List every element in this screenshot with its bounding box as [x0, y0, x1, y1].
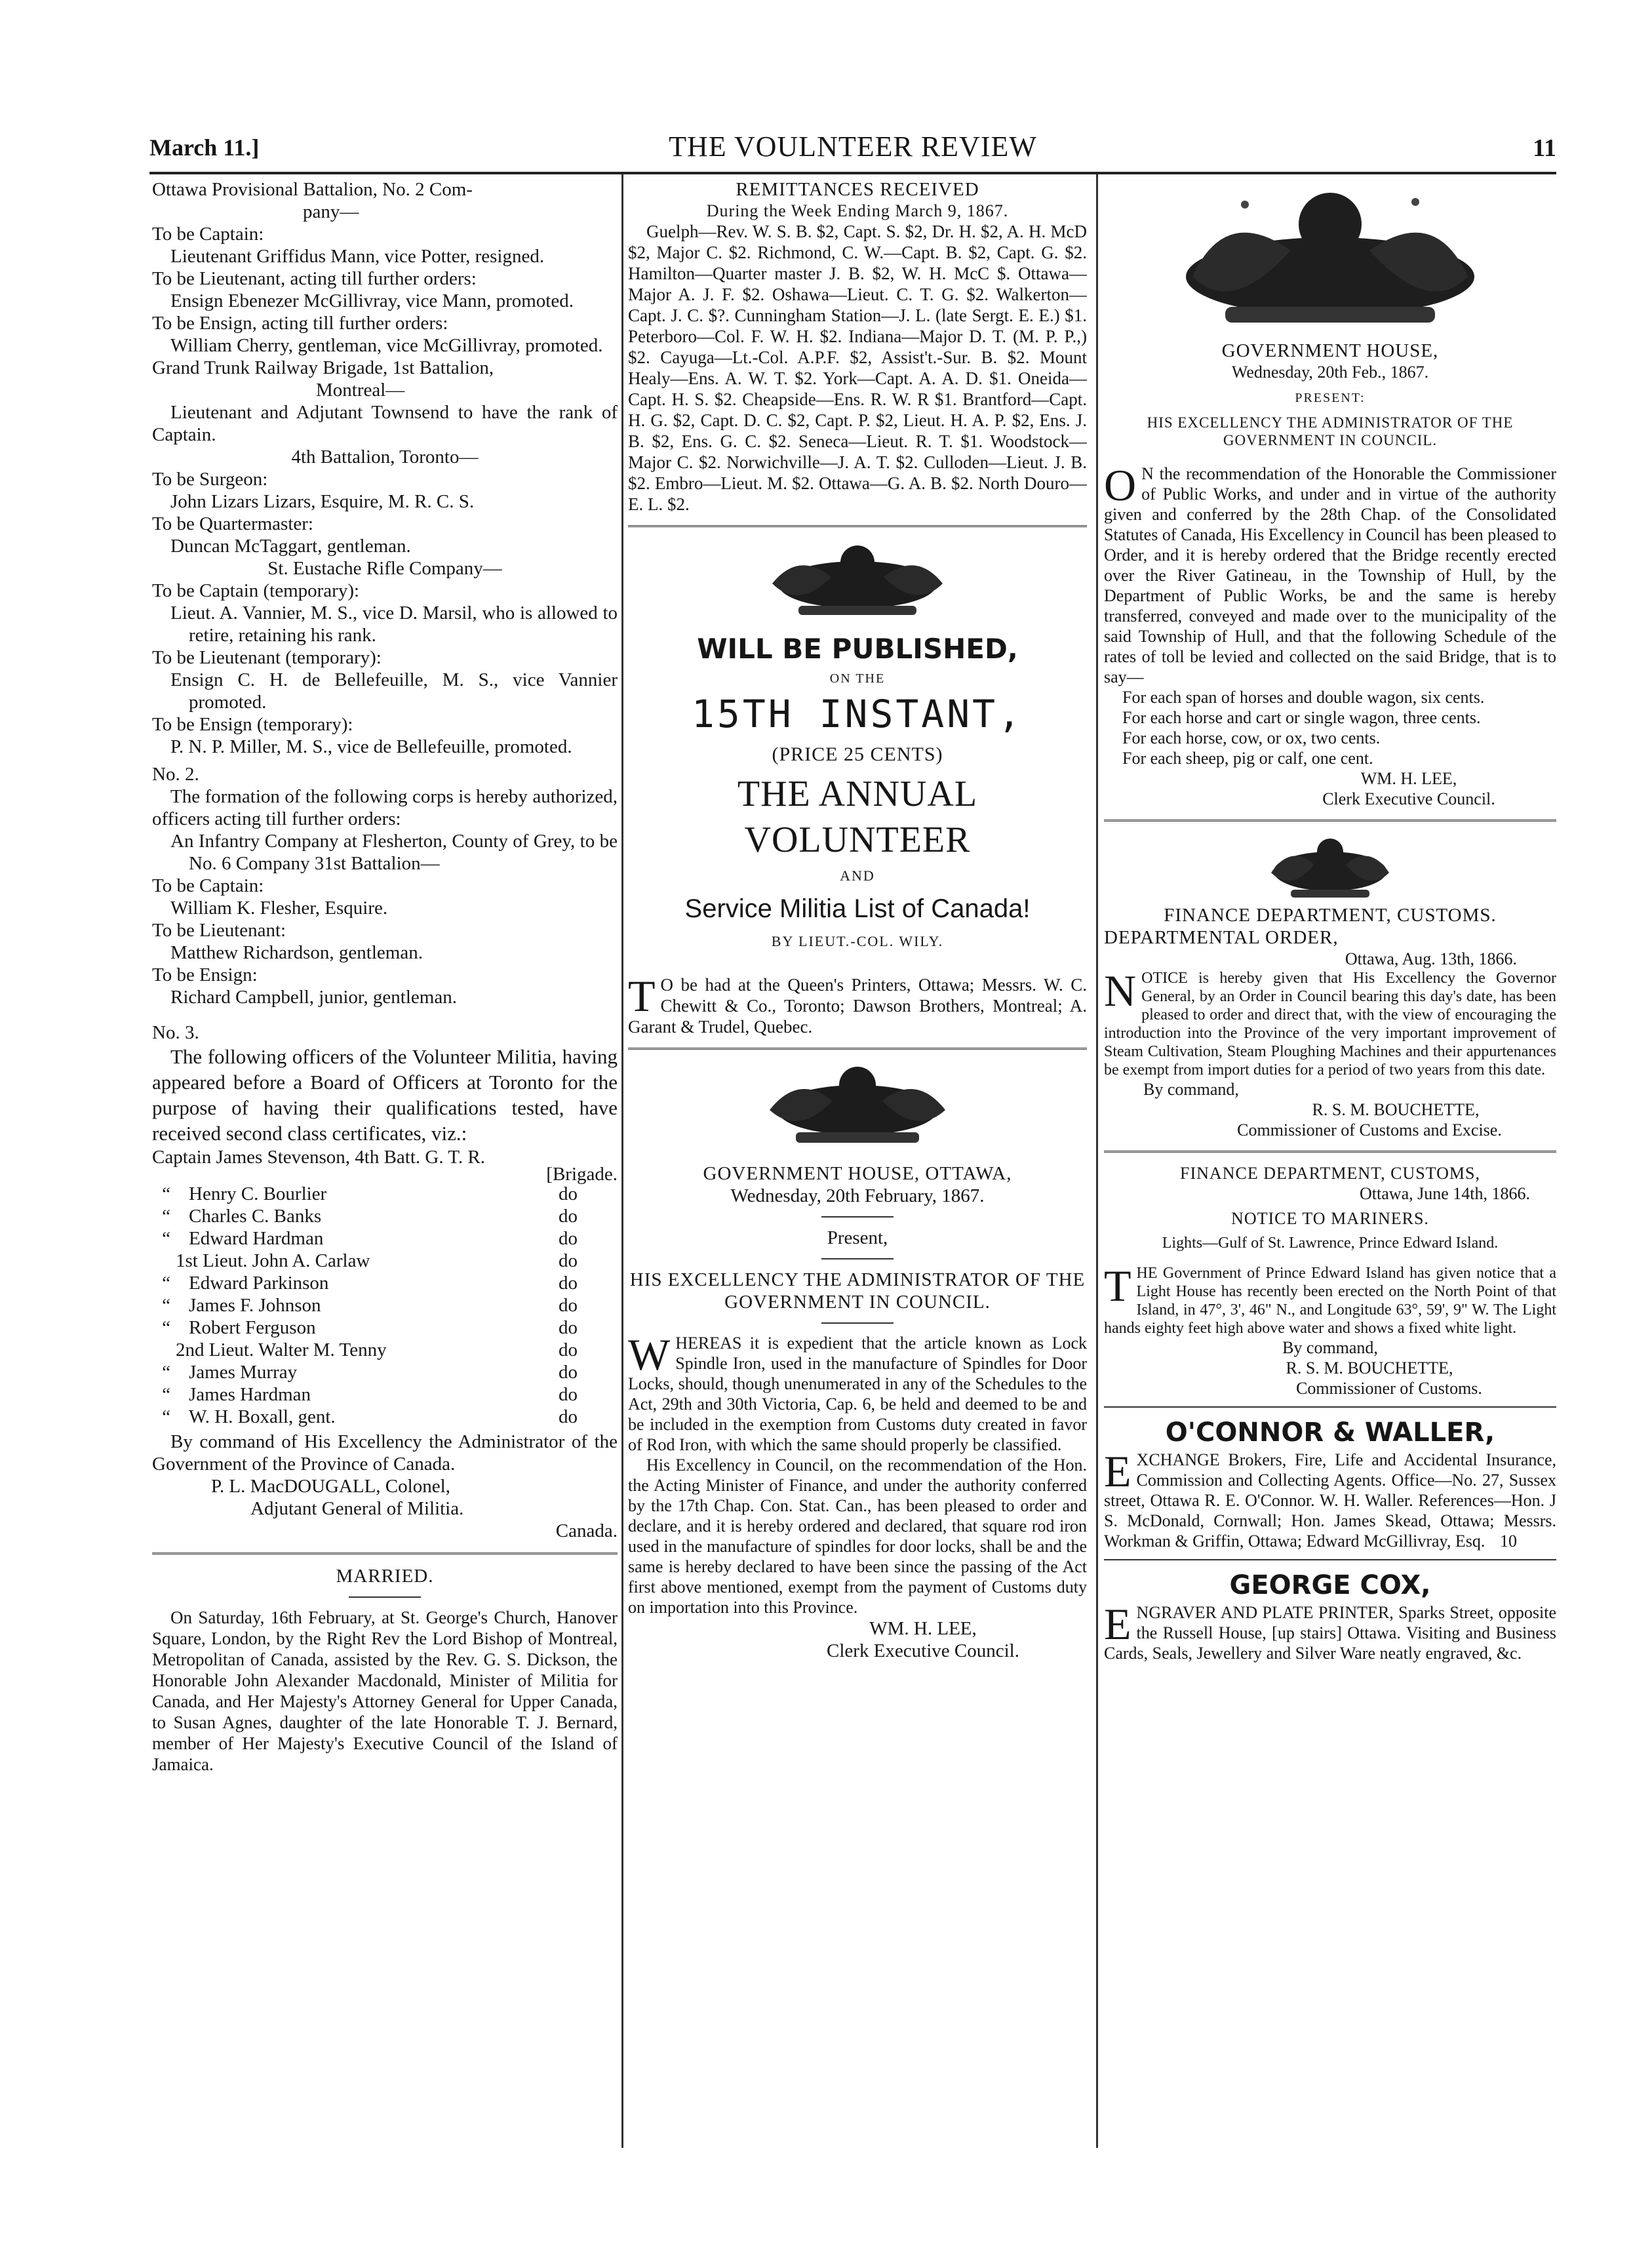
lighthouse-notice-text: HE Government of Prince Edward Island has given notice that a Light House has recently been erected on the North Point of that Island, in 47°, 3', 46" N., and Longitude 63°, 59', 9" W. The Light hands eighty feet high above water and shows a fixed white light. — [1104, 1265, 1556, 1337]
sales-notice — [628, 971, 1087, 1037]
officer-row — [152, 1272, 618, 1294]
officer-rank — [507, 1227, 553, 1250]
appointment-title: To be Captain: — [152, 224, 264, 245]
ditto-do: do — [559, 1339, 578, 1360]
lighthouse-notice — [1104, 1261, 1556, 1337]
married-heading: MARRIED. — [336, 1566, 434, 1587]
unit-heading: 4th Battalion, Toronto— — [291, 446, 479, 467]
sales-notice-text: O be had at the Queen's Printers, Ottawa; Messrs. W. C. Chewitt & Co., Toronto; Dawson Brothers, Montreal; A. Garant & Trudel, Quebec. — [628, 975, 1087, 1037]
ditto-do: do — [559, 1183, 578, 1204]
toll-rate: For each horse, cow, or ox, two cents. — [1122, 728, 1381, 747]
issue-date: March 11.] — [149, 134, 260, 161]
oconnor-waller-heading: O'CONNOR & WALLER, — [1165, 1417, 1495, 1448]
spacer — [1104, 449, 1556, 464]
order-heading: DEPARTMENTAL ORDER, — [1104, 927, 1339, 948]
signature-name: P. L. MacDOUGALL, Colonel, — [211, 1476, 450, 1497]
officer-name: 2nd Lieut. Walter M. Tenny — [176, 1339, 387, 1360]
officer-rank — [507, 1183, 553, 1205]
bridge-order-text: N the recommendation of the Honorable the Commissioner of Public Works, and under and in virtue of the authority given and conferred by the 28th Chap. of the Consolidated Statutes of Canada, His Excellency in Council has been pleased to Order, and it is hereby ordered that the Bridge recently erected over the River Gatineau, in the Township of Hull, by the Department of Public Works, be and the same is hereby transferred, conveyed and made over to the municipality of the said Township of Hull, and that the following Schedule of the rates of toll be levied and collected on the said Bridge, that is to say— — [1104, 464, 1556, 686]
by-command: By command, — [1143, 1080, 1239, 1099]
whereas-text: HEREAS it is expedient that the article known as Lock Spindle Iron, used in the manufacture of Spindles for Door Locks, should, though unenumerated in any of the Schedules to the Act, 29th and 30th Victoria, Cap. 6, be held and deemed to be and be included in the exemption from Customs duty created in favor of Rod Iron, with which the same should properly be classified. — [628, 1334, 1087, 1454]
lights-heading: Lights—Gulf of St. Lawrence, Prince Edward Island. — [1162, 1235, 1499, 1252]
fifteenth-instant: 15TH INSTANT, — [692, 692, 1023, 736]
order-date: Ottawa, Aug. 13th, 1866. — [1345, 949, 1517, 968]
officer-rank — [507, 1361, 553, 1383]
column-2 — [628, 178, 1087, 1662]
appointment-text: William K. Flesher, Esquire. — [170, 898, 388, 919]
officer-row — [152, 1227, 618, 1250]
finance-heading: FINANCE DEPARTMENT, CUSTOMS. — [1164, 905, 1497, 926]
oconnor-waller-text: XCHANGE Brokers, Fire, Life and Accidental Insurance, Commission and Collecting Agents. Office—No. 27, Sussex street, Ottawa R. E. O'Connor. W. H. Waller. References—Hon. J S. McDonald, Cornwall; Hon. James Skead, Ottawa; Messrs. Workman & Griffin, Ottawa; Edward McGillivray, Esq. — [1104, 1450, 1556, 1551]
officer-row — [152, 1317, 618, 1339]
remittances-date: During the Week Ending March 9, 1867. — [706, 201, 1009, 220]
price-note: (PRICE 25 CENTS) — [772, 743, 943, 765]
remittances-list: Guelph—Rev. W. S. B. $2, Capt. S. $2, Dr. H. $2, A. H. McD $2, Major C. $2. Richmond, C. W.—Capt. B. $2, Capt. G. $2. Hamilton—Quarter master J. B. $2, W. H. McC $. Ottawa—Major A. J. F. $2. Oshawa—Lieut. C. T. G. $2. Walkerton—Capt. J. C. $?. Cunningham Station—J. L. (late Sergt. E. E.) $1. Peterboro—Col. F. W. H. $2. Indiana—Major D. T. (M. P. P.,) $2. Cayuga—Lt.-Col. A.P.F. $2, Assist't.-Sur. B. $2. Mount Healy—Ens. A. W. T. $2. York—Capt. A. A. D. $1. Oneida—Capt. H. S. $2. Cheapside—Ens. R. W. R $1. Brantford—Capt. H. G. $2, Capt. D. C. $2, Capt. P. $2, Lieut. H. A. P. $2, Ens. J. B. $2, Ens. G. C. $2. Seneca—Lieut. R. T. $1. Woodstock—Major C. $2. Norwichville—J. A. T. $2. Culloden—Lieut. J. B. $2. Embro—Lieut. M. $2. Ottawa—G. A. B. $2. North Douro—E. L. $2. — [628, 222, 1087, 514]
present-line: PRESENT: — [1295, 391, 1366, 405]
ditto-mark — [152, 1250, 170, 1272]
officer-rank — [507, 1339, 553, 1361]
appointment-text: Richard Campbell, junior, gentleman. — [170, 987, 457, 1008]
signature-name: R. S. M. BOUCHETTE, — [1312, 1100, 1480, 1119]
appointment-text: William Cherry, gentleman, vice McGillivray, promoted. — [170, 335, 603, 356]
steam-notice — [1104, 966, 1556, 1079]
council-heading: HIS EXCELLENCY THE ADMINISTRATOR OF THE GOVERNMENT IN COUNCIL. — [1147, 414, 1514, 448]
signature-name: WM. H. LEE, — [869, 1618, 977, 1639]
royal-arms-ornament-icon — [759, 538, 956, 623]
section-divider — [628, 525, 1087, 527]
ditto-do: do — [559, 1295, 578, 1316]
george-cox-heading: GEORGE COX, — [1229, 1570, 1431, 1600]
appointment-text: P. N. P. Miller, M. S., vice de Bellefeuille, promoted. — [170, 736, 572, 757]
appointment-title: To be Ensign (temporary): — [152, 714, 353, 735]
officer-rank — [507, 1317, 553, 1339]
section-divider — [152, 1553, 618, 1555]
toll-rate: For each horse and cart or single wagon, three cents. — [1122, 708, 1481, 727]
and-word: AND — [840, 867, 875, 884]
govt-house-heading: GOVERNMENT HOUSE, OTTAWA, — [703, 1163, 1012, 1184]
by-command: By command, — [1282, 1338, 1378, 1357]
officer-name: Charles C. Banks — [189, 1206, 322, 1227]
header-rule — [149, 172, 1556, 174]
column-1 — [152, 178, 618, 1775]
officer-captain: Captain James Stevenson, 4th Batt. G. T. R. — [152, 1147, 485, 1168]
ditto-do: do — [559, 1317, 578, 1338]
signature-name: R. S. M. BOUCHETTE, — [1286, 1358, 1453, 1377]
section-divider — [1104, 820, 1556, 822]
bridge-order — [1104, 460, 1556, 687]
council-heading: HIS EXCELLENCY THE ADMINISTRATOR OF THE GOVERNMENT IN COUNCIL. — [629, 1269, 1086, 1313]
officer-name: Henry C. Bourlier — [189, 1183, 327, 1204]
signature-title: Clerk Executive Council. — [1322, 789, 1495, 808]
unit-heading: Grand Trunk Railway Brigade, 1st Battalion, — [152, 357, 494, 378]
appointment-text: Duncan McTaggart, gentleman. — [170, 536, 411, 557]
ditto-do: do — [559, 1384, 578, 1405]
officer-row — [152, 1383, 618, 1406]
unit-heading: St. Eustache Rifle Company— — [267, 558, 502, 579]
section-divider — [1104, 1406, 1556, 1408]
officer-name: James Murray — [189, 1362, 298, 1383]
drop-cap: N — [1104, 966, 1137, 1016]
officer-name: James Hardman — [189, 1384, 311, 1405]
order-number: No. 3. — [152, 1022, 199, 1043]
toll-rate: For each sheep, pig or calf, one cent. — [1122, 749, 1373, 768]
ditto-do: do — [559, 1206, 578, 1227]
appointment-text: Lieutenant and Adjutant Townsend to have the rank of Captain. — [152, 402, 618, 445]
officer-name: Edward Parkinson — [189, 1273, 329, 1294]
mariners-heading: NOTICE TO MARINERS. — [1231, 1209, 1429, 1228]
appointment-text: Lieut. A. Vannier, M. S., vice D. Marsil, who is allowed to retire, retaining his rank. — [170, 603, 618, 646]
steam-notice-text: OTICE is hereby given that His Excellency the Governor General, by an Order in Council bearing this day's date, has been pleased to order and direct that, with the view of encouraging the introduction into the Province of the very important improvement of Steam Cultivation, Steam Ploughing Machines and their appurtenances be exempt from import duties for a period of two years from this date. — [1104, 970, 1556, 1079]
officer-name: James F. Johnson — [189, 1295, 321, 1316]
militia-list-title: Service Militia List of Canada! — [684, 894, 1031, 923]
appointment-title: To be Captain: — [152, 875, 264, 896]
signature-title: Commissioner of Customs and Excise. — [1237, 1120, 1502, 1139]
order-paragraph: His Excellency in Council, on the recommendation of the Hon. the Acting Minister of Finance, and under the authority conferred by the 17th Chap. Con. Stat. Can., has been pleased to order and declare, and it is hereby ordered and declared, that square rod iron used in the manufacture of spindles for door locks, shall be and the same is hereby declared to have been since the passing of the Act first above mentioned, exempt from the payment of Customs duty on importation into this Province. — [628, 1456, 1087, 1617]
drop-cap: E — [1104, 1446, 1131, 1496]
signature-title: Adjutant General of Militia. — [250, 1498, 464, 1519]
appointment-text: Ensign Ebenezer McGillivray, vice Mann, promoted. — [170, 290, 574, 311]
ad-number: 10 — [1500, 1532, 1517, 1551]
whereas-paragraph — [628, 1330, 1087, 1455]
unit-heading: Ottawa Provisional Battalion, No. 2 Com- — [152, 179, 473, 200]
appointment-title: To be Captain (temporary): — [152, 580, 360, 601]
annual-volunteer-title: THE ANNUAL VOLUNTEER — [737, 774, 978, 860]
signature-title: Clerk Executive Council. — [827, 1640, 1019, 1661]
officer-row — [152, 1250, 618, 1272]
order-number: No. 2. — [152, 764, 199, 785]
royal-arms-ornament-icon — [1265, 832, 1396, 904]
officer-rank — [507, 1205, 553, 1227]
appointment-title: To be Lieutenant, acting till further orders: — [152, 268, 477, 289]
will-be-published: WILL BE PUBLISHED, — [697, 633, 1018, 665]
appointment-text: Matthew Richardson, gentleman. — [170, 942, 423, 963]
remittances-heading: REMITTANCES RECEIVED — [736, 179, 979, 200]
signature-place: Canada. — [555, 1520, 618, 1541]
ditto-do: do — [559, 1406, 578, 1427]
ditto-mark: “ — [162, 1206, 170, 1227]
royal-arms-engraving-icon — [1166, 178, 1494, 336]
order-text: The following officers of the Volunteer Militia, having appeared before a Board of Officers at Toronto for the purpose of having their qualifications tested, have received second class certificates, viz.: — [152, 1045, 618, 1145]
appointment-text: Lieutenant Griffidus Mann, vice Potter, resigned. — [170, 246, 545, 267]
appointment-text: John Lizars Lizars, Esquire, M. R. C. S. — [170, 491, 475, 512]
command-text: By command of His Excellency the Administrator of the Government of the Province of Canada. — [152, 1431, 618, 1475]
order-text: The formation of the following corps is hereby authorized, officers acting till further orders: — [152, 786, 618, 829]
govt-house-date: Wednesday, 20th Feb., 1867. — [1231, 363, 1429, 382]
ditto-mark: “ — [162, 1317, 170, 1338]
officer-rank — [507, 1250, 553, 1272]
ditto-mark: “ — [162, 1295, 170, 1316]
ditto-mark: “ — [162, 1273, 170, 1294]
ditto-do: do — [559, 1228, 578, 1249]
short-rule — [821, 1216, 894, 1218]
ditto-mark: “ — [162, 1406, 170, 1427]
officer-rank — [507, 1406, 553, 1428]
officer-name: Robert Ferguson — [189, 1317, 316, 1338]
appointment-title: To be Lieutenant (temporary): — [152, 647, 382, 668]
drop-cap: O — [1104, 460, 1137, 510]
ditto-mark: “ — [162, 1362, 170, 1383]
appointment-title: To be Ensign: — [152, 964, 258, 985]
masthead-title: THE VOULNTEER REVIEW — [669, 130, 1037, 163]
george-cox-text: NGRAVER AND PLATE PRINTER, Sparks Street, opposite the Russell House, [up stairs] Ottawa. Visiting and Business Cards, Seals, Jewellery and Silver Ware neatly engraved, &c. — [1104, 1603, 1556, 1663]
ditto-mark: “ — [162, 1183, 170, 1204]
spacer — [152, 1008, 618, 1021]
page-header — [149, 130, 1556, 170]
ditto-mark: “ — [162, 1384, 170, 1405]
appointment-text: Ensign C. H. de Bellefeuille, M. S., vice Vannier promoted. — [170, 669, 618, 713]
ditto-mark — [152, 1339, 170, 1361]
officer-name: Edward Hardman — [189, 1228, 324, 1249]
officer-row — [152, 1294, 618, 1317]
married-notice: On Saturday, 16th February, at St. George's Church, Hanover Square, London, by the Right Rev the Lord Bishop of Montreal, Metropolitan of Canada, assisted by the Rev. G. S. Dickson, the Honorable John Alexander Macdonald, Minister of Militia for Canada, and Her Majesty's Attorney General for Upper Canada, to Susan Agnes, daughter of the late Honorable T. J. Bernard, member of Her Majesty's Executive Council of the Island of Jamaica. — [152, 1608, 618, 1774]
present-line: Present, — [827, 1227, 888, 1248]
notice-date: Ottawa, June 14th, 1866. — [1360, 1184, 1530, 1203]
govt-house-date: Wednesday, 20th February, 1867. — [730, 1185, 985, 1206]
oconnor-waller-ad — [1104, 1446, 1556, 1551]
officer-row — [152, 1339, 618, 1361]
column-rule-2 — [1096, 174, 1098, 2148]
short-rule — [821, 1258, 894, 1259]
toll-rate: For each span of horses and double wagon, six cents. — [1122, 688, 1485, 707]
unit-heading-cont: Montreal— — [316, 380, 405, 401]
unit-heading-cont: pany— — [303, 201, 359, 222]
george-cox-ad — [1104, 1599, 1556, 1663]
section-divider — [1104, 1559, 1556, 1560]
ditto-do: do — [559, 1362, 578, 1383]
author-line: BY LIEUT.-COL. WILY. — [771, 933, 944, 949]
drop-cap: T — [1104, 1261, 1131, 1311]
drop-cap: T — [628, 971, 656, 1021]
officer-list — [152, 1183, 618, 1428]
officer-rank — [507, 1294, 553, 1317]
section-divider — [1104, 1151, 1556, 1153]
section-divider — [628, 1048, 1087, 1050]
officer-rank — [507, 1272, 553, 1294]
signature-name: WM. H. LEE, — [1360, 769, 1457, 788]
officer-name: 1st Lieut. John A. Carlaw — [176, 1250, 370, 1271]
column-rule-1 — [621, 174, 623, 2148]
short-rule — [349, 1596, 421, 1598]
officer-row — [152, 1205, 618, 1227]
govt-house-heading: GOVERNMENT HOUSE, — [1221, 340, 1439, 361]
officer-row — [152, 1183, 618, 1205]
brigade-note: [Brigade. — [546, 1164, 618, 1185]
spacer — [1104, 1252, 1556, 1264]
spacer — [628, 955, 1087, 974]
royal-arms-ornament-icon — [759, 1060, 956, 1152]
drop-cap: E — [1104, 1599, 1131, 1649]
ditto-do: do — [559, 1250, 578, 1271]
appointment-title: To be Ensign, acting till further orders: — [152, 313, 448, 334]
officer-rank — [507, 1383, 553, 1406]
appointment-title: To be Quartermaster: — [152, 513, 313, 534]
page-number: 11 — [1533, 134, 1556, 162]
column-3 — [1104, 178, 1556, 1663]
finance-heading: FINANCE DEPARTMENT, CUSTOMS, — [1180, 1164, 1480, 1183]
on-the: ON THE — [829, 671, 886, 686]
signature-title: Commissioner of Customs. — [1296, 1379, 1482, 1398]
appointment-title: To be Surgeon: — [152, 469, 268, 490]
ditto-do: do — [559, 1273, 578, 1294]
officer-name: W. H. Boxall, gent. — [189, 1406, 336, 1427]
order-text: An Infantry Company at Flesherton, County of Grey, to be No. 6 Company 31st Battalion— — [170, 831, 618, 874]
appointment-title: To be Lieutenant: — [152, 920, 286, 941]
ditto-mark: “ — [162, 1228, 170, 1249]
officer-row — [152, 1406, 618, 1428]
short-rule — [821, 1322, 894, 1324]
drop-cap: W — [628, 1330, 671, 1379]
officer-row — [152, 1361, 618, 1383]
